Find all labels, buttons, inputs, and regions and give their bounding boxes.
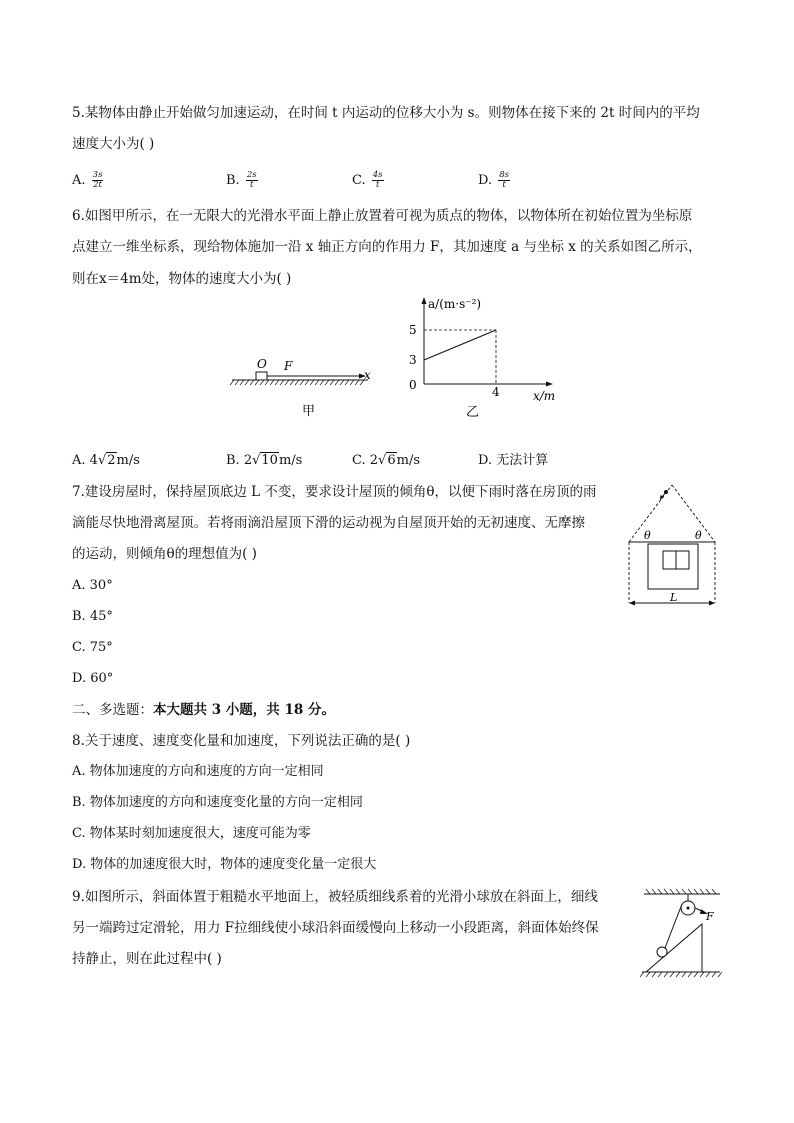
q9-stem-line2: 另一端跨过定滑轮，用力 F拉细线使小球沿斜面缓慢向上移动一小段距离，斜面体始终保 — [72, 920, 599, 936]
q8-option-a[interactable]: A. 物体加速度的方向和速度的方向一定相同 — [72, 764, 324, 779]
q7-option-b[interactable]: B. 45° — [72, 609, 113, 624]
y-arrowhead — [422, 297, 427, 304]
q6-option-b[interactable]: B. 2√10m/s — [226, 453, 303, 468]
q6-option-d[interactable]: D. 无法计算 — [478, 453, 549, 468]
ceiling-hatch — [646, 889, 716, 894]
caption-yi: 乙 — [466, 405, 480, 420]
x-axis-label: x/m — [533, 389, 556, 403]
q7-house-figure — [622, 480, 728, 610]
y-axis-label: a/(m·s⁻²) — [428, 297, 482, 311]
section-header: 二、多选题：本大题共 3 小题，共 18 分。 — [72, 702, 335, 718]
fraction: $\frac{4s}{t}$ — [372, 170, 383, 190]
q5-option-b[interactable]: B. $\frac{2s}{t}$ — [226, 170, 257, 190]
roof-right — [672, 485, 715, 542]
q6-stem-line1: 6.如图甲所示，在一无限大的光滑水平面上静止放置着可视为质点的物体，以物体所在初始位置为坐标原 — [72, 208, 693, 224]
x-arrowhead — [546, 382, 553, 387]
q5-option-a[interactable]: A. $\frac{3s}{2t}$ — [72, 170, 103, 190]
ground-hatch — [230, 380, 364, 385]
q5-option-d[interactable]: D. $\frac{8s}{t}$ — [478, 170, 510, 190]
q8-option-c[interactable]: C. 物体某时刻加速度很大，速度可能为零 — [72, 826, 311, 841]
q9-stem-line1: 9.如图所示，斜面体置于粗糙水平地面上，被轻质细线系着的光滑小球放在斜面上，细线 — [72, 889, 598, 905]
q7-option-c[interactable]: C. 75° — [72, 640, 113, 655]
ground-hatch — [640, 972, 722, 977]
q7-option-d[interactable]: D. 60° — [72, 671, 114, 686]
data-line — [424, 330, 496, 360]
tick-3: 3 — [409, 353, 417, 367]
q7-option-a[interactable]: A. 30° — [72, 578, 113, 593]
tick-5: 5 — [409, 323, 417, 337]
q6-figure-jia — [228, 352, 378, 422]
q5-stem-line2: 速度大小为( ) — [72, 136, 155, 152]
q6-option-c[interactable]: C. 2√6m/s — [352, 453, 421, 468]
q6-stem-line3: 则在x＝4m处，物体的速度大小为( ) — [72, 271, 292, 287]
q7-stem-line2: 滴能尽快地滑离屋顶。若将雨滴沿屋顶下滑的运动视为自屋顶开始的无初速度、无摩擦 — [72, 515, 585, 531]
origin-0: 0 — [409, 378, 417, 392]
string — [665, 904, 682, 948]
label-x: x — [364, 368, 371, 382]
q6-stem-line2: 点建立一维坐标系，现给物体施加一沿 x 轴正方向的作用力 F，其加速度 a 与坐标 x 的关系如图乙所示， — [72, 239, 702, 255]
q8-option-b[interactable]: B. 物体加速度的方向和速度变化量的方向一定相同 — [72, 795, 363, 810]
q9-stem-line3: 持静止，则在此过程中( ) — [72, 951, 222, 967]
ball — [657, 947, 667, 957]
caption-jia: 甲 — [302, 404, 316, 419]
fraction: $\frac{8s}{t}$ — [499, 170, 510, 190]
fraction: $\frac{3s}{2t}$ — [92, 170, 103, 190]
theta-left: θ — [644, 529, 651, 542]
q5-stem-line1: 5.某物体由静止开始做匀加速运动，在时间 t 内运动的位移大小为 s。则物体在接下来的 2t 时间内的平均 — [72, 105, 700, 121]
incline — [646, 924, 702, 972]
label-F: F — [706, 910, 714, 923]
tick-4: 4 — [492, 385, 500, 399]
q8-stem: 8.关于速度、速度变化量和加速度，下列说法正确的是( ) — [72, 733, 411, 749]
q7-stem-line3: 的运动，则倾角θ的理想值为( ) — [72, 546, 257, 562]
label-O: O — [257, 357, 267, 371]
q8-option-d[interactable]: D. 物体的加速度很大时，物体的速度变化量一定很大 — [72, 857, 377, 872]
block — [256, 372, 267, 380]
label-L: L — [670, 591, 678, 604]
q5-option-c[interactable]: C. $\frac{4s}{t}$ — [352, 170, 383, 190]
q6-figure-yi — [400, 292, 570, 422]
theta-right: θ — [695, 529, 702, 542]
label-F: F — [284, 359, 293, 373]
q7-stem-line1: 7.建设房屋时，保持屋顶底边 L 不变，要求设计屋顶的倾角θ，以便下雨时落在房顶的雨 — [72, 484, 597, 500]
fraction: $\frac{2s}{t}$ — [246, 170, 257, 190]
q6-option-a[interactable]: A. 4√2m/s — [72, 453, 140, 468]
q9-incline-figure — [640, 886, 724, 982]
